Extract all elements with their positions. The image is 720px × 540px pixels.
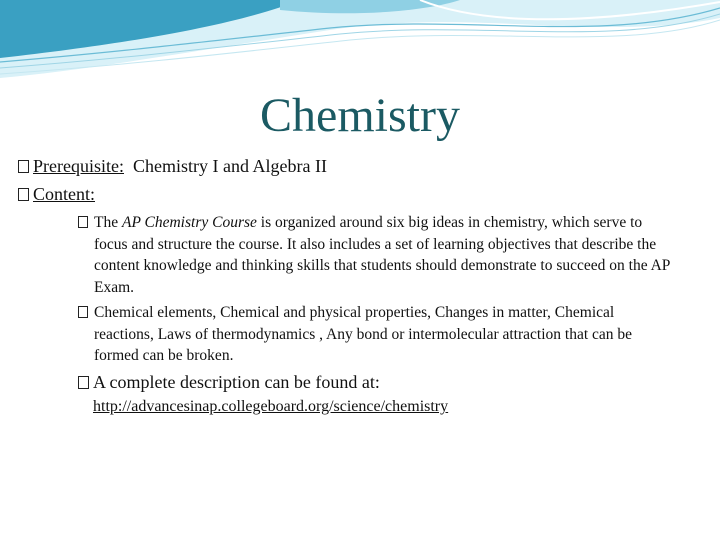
bullet-icon (18, 188, 29, 201)
content-item-2-text: Chemical elements, Chemical and physical properties, Changes in matter, Chemical reactions, Laws of thermodynamics , Any bond or intermolecular attraction that can be formed can be broken. (94, 304, 633, 364)
content-item-1-text: The AP Chemistry Course is organized around six big ideas in chemistry, which serve to focus and structure the course. It also includes a set of learning objectives that describe the content knowledge and thinking skills that students should demonstrate to succeed on the AP Exam. (94, 214, 670, 296)
content-label: Content: (33, 184, 95, 204)
bullet-icon (78, 376, 89, 389)
content-line (18, 184, 95, 205)
prerequisite-text: Chemistry I and Algebra II (132, 156, 327, 176)
description-text: A complete description can be found at: (93, 372, 380, 392)
bullet-icon (78, 306, 88, 318)
course-name: AP Chemistry Course (121, 214, 257, 231)
bullet-icon (18, 160, 29, 173)
header-wave-decoration (0, 0, 720, 90)
prerequisite-label: Prerequisite: (33, 156, 124, 176)
page-title: Chemistry (260, 89, 460, 142)
chemistry-link[interactable]: http://advancesinap.collegeboard.org/science/chemistry (93, 398, 449, 415)
bullet-icon (78, 216, 88, 228)
description-line (78, 372, 380, 393)
prerequisite-line (18, 156, 327, 177)
